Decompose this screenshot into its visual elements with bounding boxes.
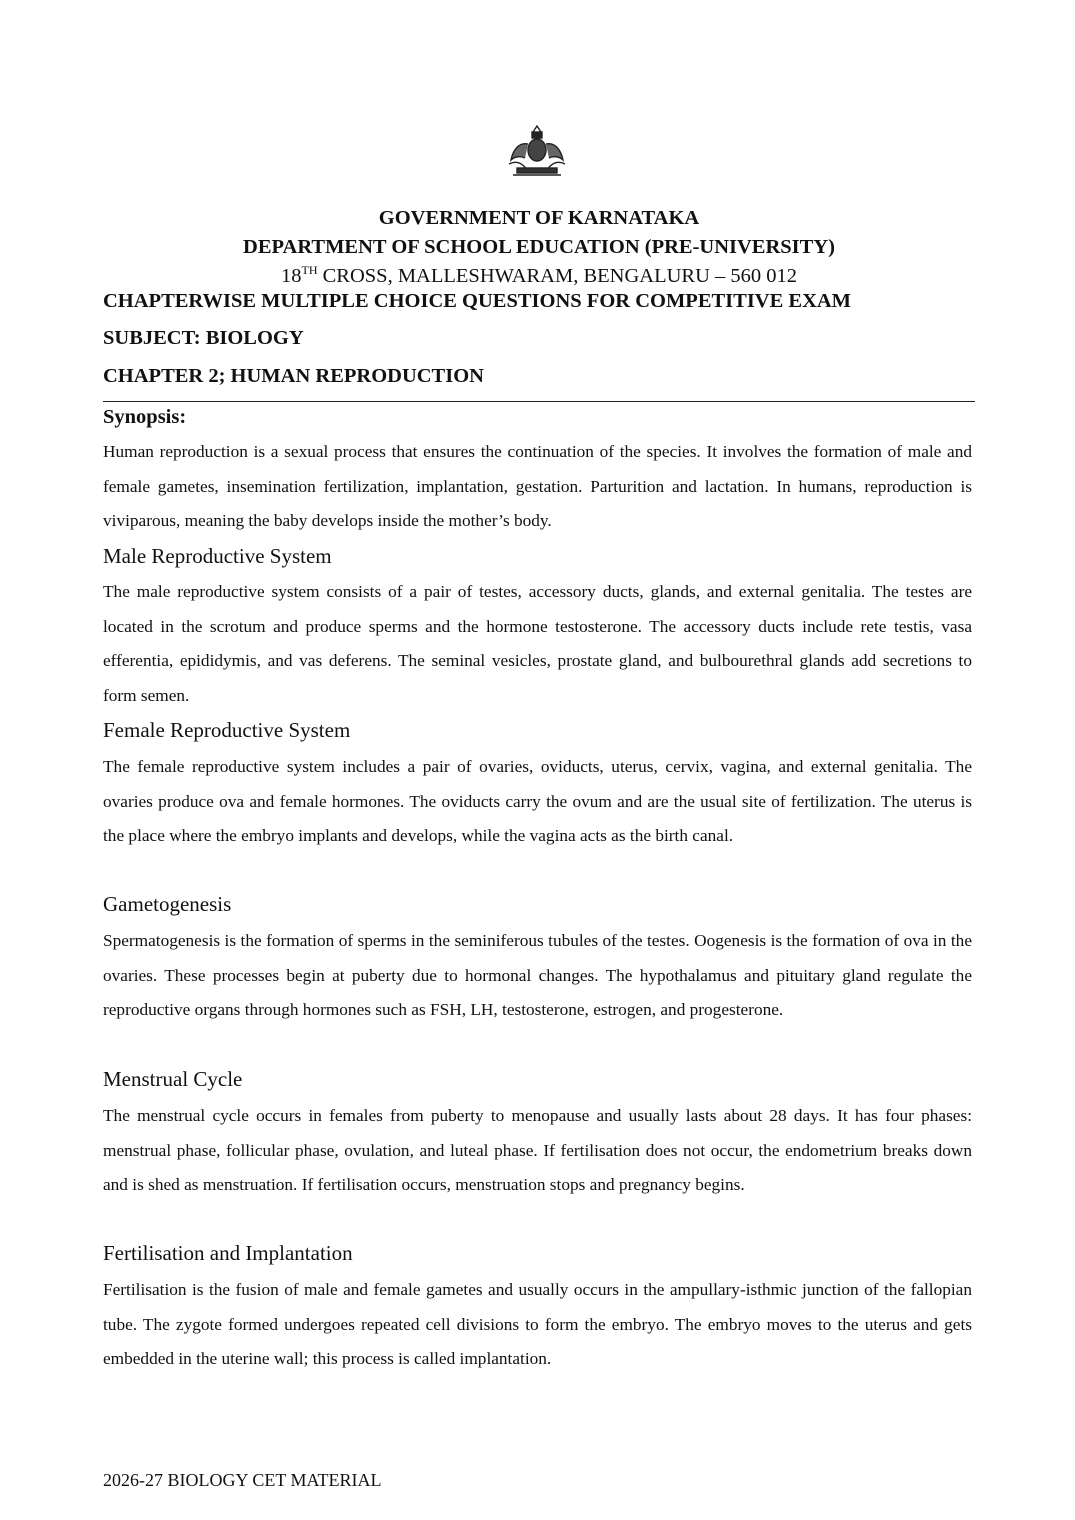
subject-line: SUBJECT: BIOLOGY: [103, 327, 304, 349]
address-superscript: TH: [301, 263, 318, 277]
chapter-line: CHAPTER 2; HUMAN REPRODUCTION: [103, 365, 484, 387]
section-title-fertilisation: Fertilisation and Implantation: [103, 1241, 353, 1265]
section-title-male: Male Reproductive System: [103, 544, 332, 568]
address-rest: CROSS, MALLESHWARAM, BENGALURU – 560 012: [317, 265, 797, 287]
section-text-male: The male reproductive system consists of a pair of testes, accessory ducts, glands, and external genitalia. The testes are located in the scrotum and produce sperms and the hormone testosterone. The accessory ducts include rete testis, vasa efferentia, epididymis, and vas deferens. The seminal vesicles, prostate gland, and bulbourethral glands add secretions to form semen.: [103, 582, 972, 705]
section-title-gametogenesis: Gametogenesis: [103, 892, 232, 916]
section-title-menstrual: Menstrual Cycle: [103, 1067, 243, 1091]
address-line: [103, 263, 975, 289]
section-text-menstrual: The menstrual cycle occurs in females from puberty to menopause and usually lasts about 28 days. It has four phases: menstrual phase, follicular phase, ovulation, and luteal phase. If fertilisation does not occur, the endometrium breaks down and is shed as menstruation. If fertilisation occurs, menstruation stops and pregnancy begins.: [103, 1106, 972, 1194]
document-page: [103, 0, 975, 1520]
header-divider: [103, 401, 975, 402]
section-text-female: The female reproductive system includes a pair of ovaries, oviducts, uterus, cervix, vagina, and external genitalia. The ovaries produce ova and female hormones. The oviducts carry the ovum and are the usual site of fertilization. The uterus is the place where the embryo implants and develops, while the vagina acts as the birth canal.: [103, 757, 972, 845]
section-text-fertilisation: Fertilisation is the fusion of male and female gametes and usually occurs in the ampullary-isthmic junction of the fallopian tube. The zygote formed undergoes repeated cell divisions to form the embryo. The embryo moves to the uterus and gets embedded in the uterine wall; this process is called implantation.: [103, 1280, 972, 1368]
document-title: CHAPTERWISE MULTIPLE CHOICE QUESTIONS FOR COMPETITIVE EXAM: [103, 290, 852, 312]
address-number: 18: [280, 265, 302, 287]
page-footer: 2026-27 BIOLOGY CET MATERIAL: [103, 1470, 382, 1490]
synopsis-heading: Synopsis:: [103, 406, 187, 428]
karnataka-emblem-icon: [503, 124, 571, 178]
synopsis-intro: Human reproduction is a sexual process that ensures the continuation of the species. It involves the formation of male and female gametes, insemination fertilization, implantation, gestation. Parturition and lactation. In humans, reproduction is viviparous, meaning the baby develops inside the mother’s body.: [103, 442, 972, 530]
department-title: DEPARTMENT OF SCHOOL EDUCATION (PRE-UNIVERSITY): [243, 236, 835, 258]
government-title: GOVERNMENT OF KARNATAKA: [378, 207, 700, 229]
section-title-female: Female Reproductive System: [103, 718, 351, 742]
section-text-gametogenesis: Spermatogenesis is the formation of sperms in the seminiferous tubules of the testes. Oogenesis is the formation of ova in the ovaries. These processes begin at puberty due to hormonal changes. The hypothalamus and pituitary gland regulate the reproductive organs through hormones such as FSH, LH, testosterone, estrogen, and progesterone.: [103, 931, 972, 1019]
